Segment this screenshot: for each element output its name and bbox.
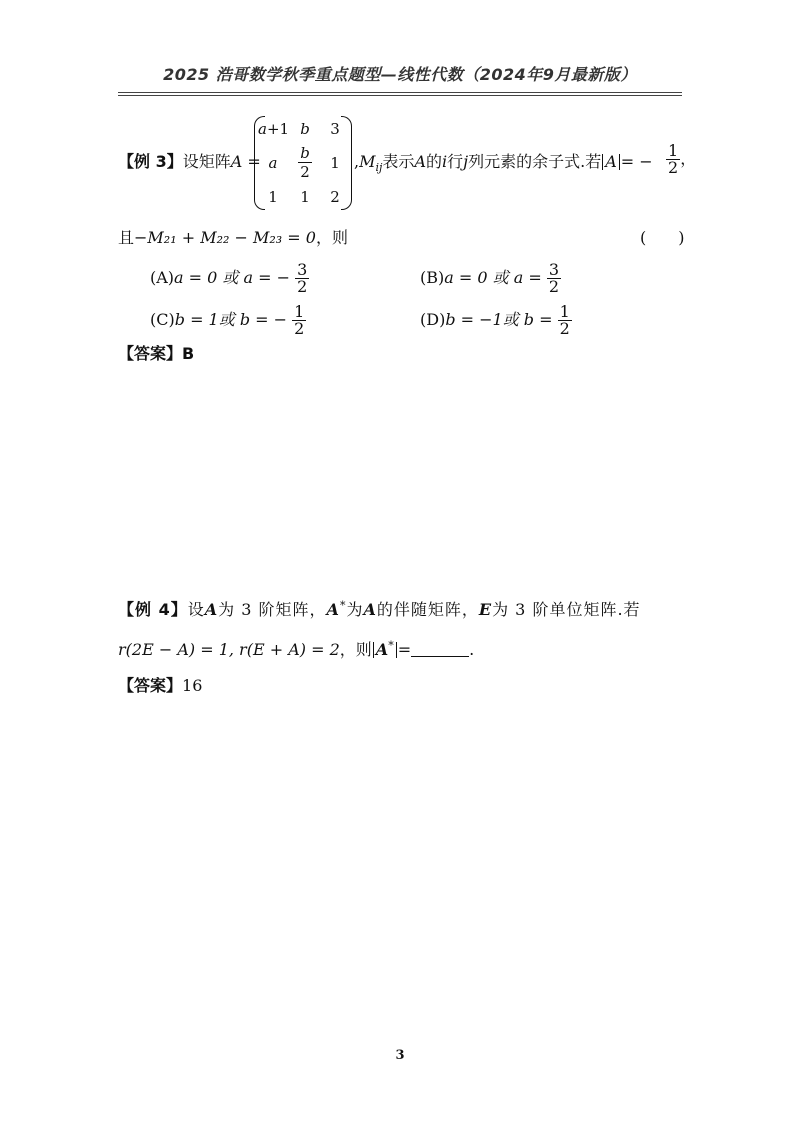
example-4-answer-value: 16 <box>182 676 203 695</box>
condition-equation: −M₂₁ + M₂₂ − M₂₃ = 0 <box>134 228 316 247</box>
matrix-cell-3-3: 2 <box>330 188 340 206</box>
page-number: 3 <box>395 1048 405 1063</box>
example-3-line2: 且−M₂₁ + M₂₂ − M₂₃ = 0，则 <box>118 228 348 247</box>
matrix-cell-3-1: 1 <box>268 188 278 206</box>
example-3-line1-cont: $,M_{ij}$表示A的i行j列元素的余子式.若 A = − <box>354 152 653 174</box>
header-rule <box>118 92 682 93</box>
header-title: 2025 浩哥数学秋季重点题型—线性代数（2024年9月最新版） <box>163 65 637 84</box>
example-4-tag: 【例 4】 <box>118 600 188 619</box>
example-4-answer: 【答案】16 <box>118 676 203 695</box>
matrix-cell-2-1: a <box>268 154 278 172</box>
matrix-cell-1-2: b <box>300 120 310 138</box>
determinant-A-star: A* <box>373 642 397 658</box>
answer-parentheses: ( ) <box>640 228 685 247</box>
option-D: (D)b = −1或 b = $\frac{1}{2}$ <box>420 302 570 338</box>
matrix-cell-1-1: a+1 <box>258 120 290 138</box>
answer-blank <box>411 644 469 657</box>
matrix-cell-2-3: 1 <box>330 154 340 172</box>
minor-var: M <box>359 152 376 171</box>
example-3-tag: 【例 3】 <box>118 152 183 171</box>
rank-conditions: r(2E − A) = 1, r(E + A) = 2 <box>118 640 340 659</box>
example-3-answer: 【答案】B <box>118 344 195 363</box>
example-3-line1 <box>118 154 261 170</box>
option-A: (A)a = 0 或 a = − $\frac{3}{2}$ <box>150 260 308 296</box>
example-3-answer-value: B <box>182 344 195 363</box>
matrix-eq: = <box>242 152 261 171</box>
matrix-cell-2-2: $\frac{b}{2}$ <box>300 144 310 181</box>
example-3-intro: 设矩阵 <box>182 152 231 171</box>
matrix-A <box>254 116 352 208</box>
example-4-line2: r(2E − A) = 1, r(E + A) = 2，则 A* = . <box>118 639 475 659</box>
fraction-neg-half: $\frac{1}{2}$ ， <box>668 141 697 177</box>
matrix-cell-3-2: 1 <box>300 188 310 206</box>
option-C: (C)b = 1或 b = − $\frac{1}{2}$ <box>150 302 305 338</box>
header-rule-double <box>118 95 682 96</box>
matrix-cell-1-3: 3 <box>330 120 340 138</box>
matrix-var: A <box>230 152 243 171</box>
page-header <box>0 62 800 85</box>
option-B: (B)a = 0 或 a = $\frac{3}{2}$ <box>420 260 560 296</box>
determinant-A: A <box>602 154 620 170</box>
example-4-line1: 【例 4】设A为 3 阶矩阵，A*为A的伴随矩阵，E为 3 阶单位矩阵.若 <box>118 599 641 619</box>
